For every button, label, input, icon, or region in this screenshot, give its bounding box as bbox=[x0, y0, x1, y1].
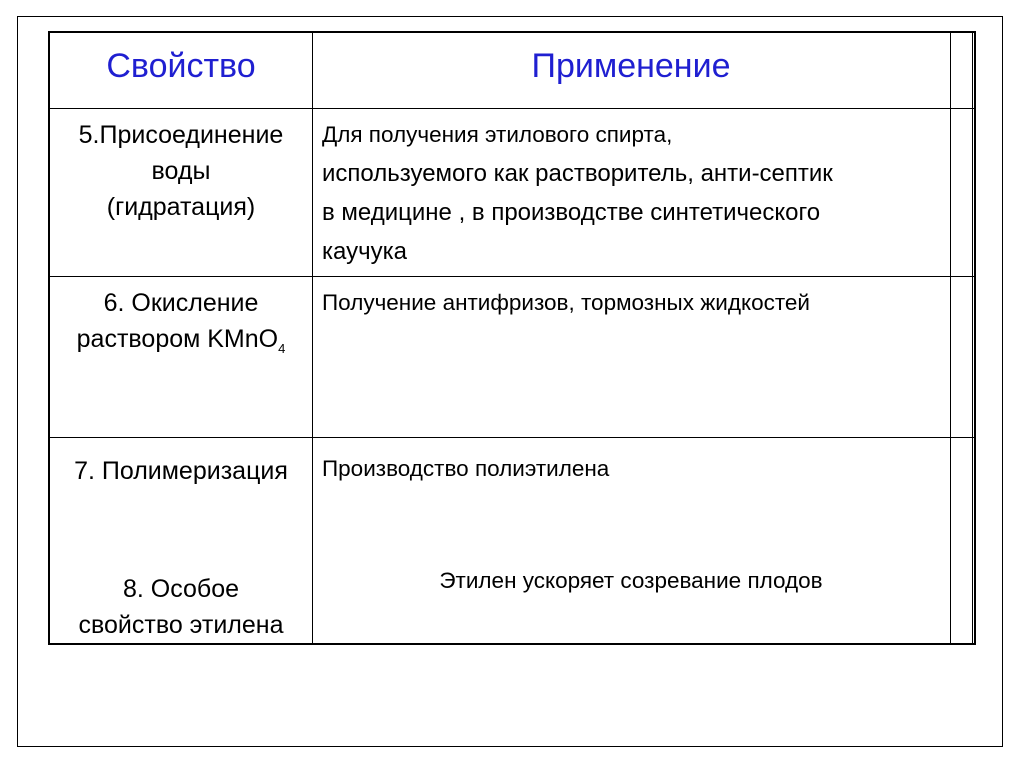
application-line: Получение антифризов, тормозных жидкостей bbox=[322, 290, 810, 315]
application-line: Для получения этилового спирта, bbox=[322, 122, 673, 147]
row-polymerization-application bbox=[322, 449, 942, 488]
property-line: 6. Окисление bbox=[103, 289, 259, 317]
property-text: раствором KMnO bbox=[76, 325, 279, 353]
header-property: Свойство bbox=[106, 47, 256, 85]
application-line: Этилен ускоряет созревание плодов bbox=[439, 568, 823, 593]
table-divider-horizontal bbox=[50, 437, 974, 438]
row-oxidation-application bbox=[322, 283, 942, 322]
header-application: Применение bbox=[531, 47, 731, 85]
property-line: (гидратация) bbox=[106, 193, 256, 221]
table-divider-vertical bbox=[972, 33, 973, 643]
property-line bbox=[50, 321, 312, 367]
table-divider-horizontal bbox=[50, 276, 974, 277]
row-special-property bbox=[50, 571, 312, 643]
subscript-text: 4 bbox=[278, 341, 286, 356]
property-line: 8. Особое bbox=[122, 575, 240, 603]
table-divider-horizontal bbox=[50, 108, 974, 109]
row-polymerization-property bbox=[50, 453, 312, 489]
properties-table bbox=[48, 31, 976, 645]
property-line: воды bbox=[151, 157, 211, 185]
property-line: свойство этилена bbox=[78, 611, 284, 639]
table-divider-vertical bbox=[312, 33, 313, 643]
application-line: Производство полиэтилена bbox=[322, 456, 610, 481]
property-line: 7. Полимеризация bbox=[74, 457, 288, 485]
row-special-application bbox=[312, 563, 950, 599]
row-oxidation-property bbox=[50, 285, 312, 367]
row-hydration-application bbox=[322, 115, 942, 271]
application-line: каучука bbox=[322, 238, 407, 265]
application-line: в медицине , в производстве синтетического bbox=[322, 199, 821, 226]
table-divider-vertical bbox=[950, 33, 951, 643]
application-line: используемого как растворитель, анти-септик bbox=[322, 160, 833, 187]
row-hydration-property bbox=[50, 117, 312, 225]
property-line: 5.Присоединение bbox=[78, 121, 284, 149]
